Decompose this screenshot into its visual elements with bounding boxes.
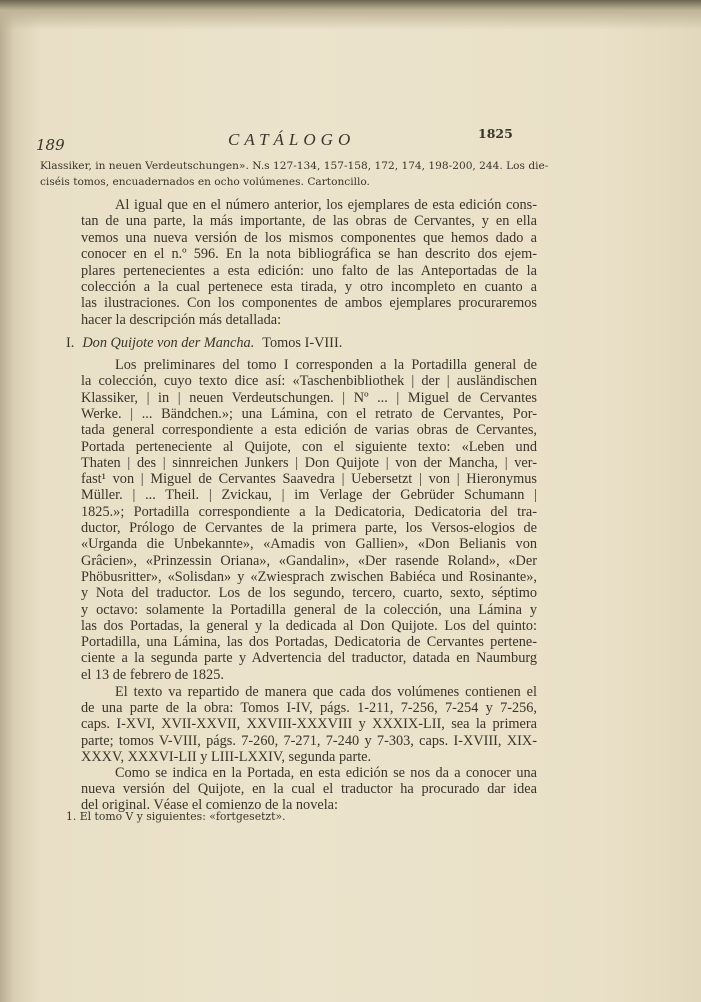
paragraph2-line: Werke. | ... Bändchen.»; una Lámina, con el retrato de Cervantes, Por- [81, 405, 537, 422]
paragraph3-line: parte; tomos V-VIII, págs. 7-260, 7-271, 7-240 y 7-303, caps. I-XVIII, XIX- [81, 732, 537, 749]
section-title: Don Quijote von der Mancha. [82, 335, 255, 351]
intro-line: ciséis tomos, encuadernados en ocho volúmenes. Cartoncillo. [40, 176, 370, 188]
paragraph2-line: la colección, cuyo texto dice así: «Taschenbibliothek | der | ausländischen [81, 373, 537, 390]
paragraph2-line: Los preliminares del tomo I corresponden a la Portadilla general de [115, 357, 537, 373]
paragraph1-line: tan de una parte, la más importante, de las obras de Cervantes, y en ella [81, 213, 537, 230]
paragraph2-line: y Nota del traductor. Los de los segundo, tercero, cuarto, sexto, séptimo [81, 585, 537, 602]
paragraph4-line: nueva versión del Quijote, en la cual el traductor ha procurado dar idea [81, 781, 537, 798]
paragraph2-line: fast¹ von | Miguel de Cervantes Saavedra | Uebersetzt | von | Hieronymus [81, 471, 537, 488]
page-edge-shadow [0, 0, 701, 30]
paragraph1-line: las ilustraciones. Con los componentes de ambos ejemplares procuraremos [81, 295, 537, 312]
paragraph4-line: del original. Véase el comienzo de la novela: [81, 797, 338, 814]
paragraph2-line: Portada perteneciente al Quijote, con el siguiente texto: «Leben und [81, 438, 537, 455]
paragraph4-line: Como se indica en la Portada, en esta edición se nos da a conocer una [115, 765, 537, 781]
paragraph2-line: 1825.»; Portadilla correspondiente a la Dedicatoria, Dedicatoria del tra- [81, 503, 537, 520]
paragraph2-line: Thaten | des | sinnreichen Junkers | Don Quijote | von der Mancha, | ver- [81, 454, 537, 471]
entry-number: 1825 [478, 126, 513, 141]
running-title: CATÁLOGO [228, 130, 356, 149]
paragraph1-line: conocer en el n.º 596. En la nota bibliográfica se han descrito dos ejem- [81, 246, 537, 263]
paragraph2-line: y octavo: solamente la Portadilla general de la colección, una Lámina y [81, 601, 537, 618]
paragraph2-line: Klassiker, | in | neuen Verdeutschungen. | Nº ... | Miguel de Cervantes [81, 389, 537, 406]
paragraph2-line: ductor, Prólogo de Cervantes de la primera parte, los Versos-elogios de [81, 520, 537, 536]
paragraph1-line: plares pertenecientes a esta edición: uno falto de las Anteportadas de la [81, 262, 537, 279]
paragraph1-line: colección a la cual pertenece esta tirada, y otro incompleto en cuanto a [81, 279, 537, 295]
intro-line: Klassiker, in neuen Verdeutschungen». N.s 127-134, 157-158, 172, 174, 198-200, 244. Los die- [40, 160, 549, 172]
paragraph2-line: Portadilla, una Lámina, las dos Portadas, Dedicatoria de Cervantes pertene- [81, 634, 537, 651]
paragraph1-line: vemos una nueva versión de los mismos componentes que hemos dado a [81, 229, 537, 246]
paragraph2-line: el 13 de febrero de 1825. [81, 666, 224, 683]
paragraph2-line: ciente a la segunda parte y Advertencia del traductor, datada en Naumburg [81, 650, 537, 667]
paragraph2-line: Phöbusritter», «Solisdan» y «Zwiesprach zwischen Babiéca und Rosinante», [81, 568, 537, 585]
section-volumes: Tomos I-VIII. [262, 335, 343, 351]
paragraph2-line: «Urganda die Unbekannte», «Amadis von Gallien», «Don Belianis von [81, 536, 537, 553]
footnote: 1. El tomo V y siguientes: «fortgesetzt». [66, 810, 286, 823]
paragraph1-line: hacer la descripción más detallada: [81, 311, 282, 328]
paragraph1-line: Al igual que en el número anterior, los ejemplares de esta edición cons- [115, 197, 537, 213]
paragraph2-line: Grâcien», «Prinzessin Oriana», «Gandalin», «Der rasende Roland», «Der [81, 552, 537, 569]
paragraph3-line: El texto va repartido de manera que cada dos volúmenes contienen el [115, 684, 537, 700]
paragraph2-line: las dos Portadas, la general y la dedicada al Don Quijote. Los del quinto: [81, 617, 537, 634]
section-heading [66, 335, 522, 351]
paragraph2-line: Müller. | ... Theil. | Zvickau, | im Verlage der Gebrüder Schumann | [81, 487, 537, 504]
paragraph3-line: caps. I-XVI, XVII-XXVII, XXVIII-XXXVIII y XXXIX-LII, sea la primera [81, 716, 537, 733]
paragraph3-line: de una parte de la obra: Tomos I-IV, págs. 1-211, 7-256, 7-254 y 7-256, [81, 700, 537, 717]
section-numeral: I. [66, 335, 75, 351]
page-number: 189 [36, 136, 65, 154]
paragraph2-line: tada general correspondiente a esta edición de varias obras de Cervantes, [81, 422, 537, 439]
paragraph3-line: XXXV, XXXVI-LII y LIII-LXXIV, segunda parte. [81, 748, 372, 765]
